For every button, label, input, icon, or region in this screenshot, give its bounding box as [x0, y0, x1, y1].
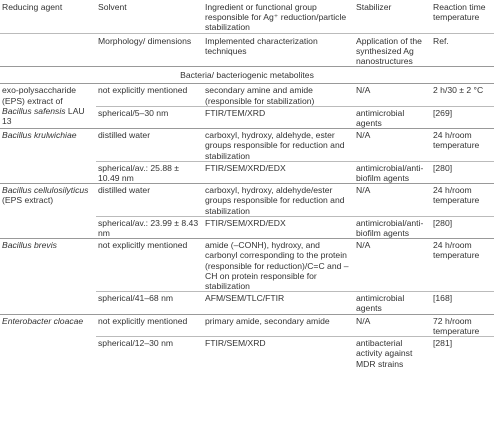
header-reducing-agent: Reducing agent: [2, 2, 63, 12]
reaction-cell: 24 h/room temperature: [431, 239, 494, 292]
morphology-cell: spherical/av.: 25.88 ± 10.49 nm: [96, 161, 203, 183]
table-row: [0, 314, 494, 336]
header-solvent: Solvent: [98, 2, 127, 12]
morphology-cell: spherical/av.: 23.99 ± 8.43 nm: [96, 216, 203, 238]
group-title: Bacteria/ bacteriogenic metabolites: [0, 67, 494, 84]
techniques-cell: FTIR/TEM/XRD: [203, 106, 354, 128]
application-cell: antibacterial activity against MDR strains: [354, 337, 431, 369]
group-row: [0, 67, 494, 84]
header-row-1: [0, 0, 494, 33]
ref-cell: [280]: [431, 216, 494, 238]
techniques-cell: FTIR/SEM/XRD/EDX: [203, 216, 354, 238]
reducing-agent-cell: [0, 84, 96, 129]
techniques-cell: FTIR/SEM/XRD: [203, 337, 354, 369]
agent-species: Bacillus krulwichiae: [2, 130, 77, 141]
agent-species: Bacillus brevis: [2, 240, 57, 251]
ingredient-cell: primary amide, secondary amide: [203, 314, 354, 336]
techniques-cell: FTIR/SEM/XRD/EDX: [203, 161, 354, 183]
ref-cell: [168]: [431, 292, 494, 314]
reducing-agent-cell: [0, 184, 96, 239]
morphology-cell: spherical/41–68 nm: [96, 292, 203, 314]
stabilizer-cell: N/A: [354, 314, 431, 336]
header-techniques: Implemented characterization techniques: [203, 33, 354, 67]
solvent-cell: distilled water: [96, 184, 203, 217]
ref-cell: [269]: [431, 106, 494, 128]
morphology-cell: spherical/5–30 nm: [96, 106, 203, 128]
ingredient-cell: amide (–CONH), hydroxy, and carbonyl corresponding to the protein (responsible for reduction)/C=C and –CH on protein responsible for stabilization: [203, 239, 354, 292]
application-cell: antimicrobial/anti-biofilm agents: [354, 216, 431, 238]
header-stabilizer: Stabilizer: [356, 2, 392, 12]
header-application: Application of the synthesized Ag nanostructures: [354, 33, 431, 67]
reaction-cell: 24 h/room temperature: [431, 184, 494, 217]
morphology-cell: spherical/12–30 nm: [96, 337, 203, 369]
agent-species: Bacillus safensis: [2, 105, 66, 116]
application-cell: antimicrobial agents: [354, 292, 431, 314]
table-row: [0, 84, 494, 106]
header-blank: [0, 33, 96, 67]
header-morphology: Morphology/ dimensions: [96, 33, 203, 67]
solvent-cell: not explicitly mentioned: [96, 239, 203, 292]
table-row: [0, 239, 494, 292]
reaction-cell: 24 h/room temperature: [431, 129, 494, 162]
reducing-agent-cell: [0, 314, 96, 369]
ingredient-cell: carboxyl, hydroxy, aldehyde/ester groups responsible for reduction and stabilization: [203, 184, 354, 217]
application-cell: antimicrobial agents: [354, 106, 431, 128]
stabilizer-cell: N/A: [354, 239, 431, 292]
techniques-cell: AFM/SEM/TLC/FTIR: [203, 292, 354, 314]
stabilizer-cell: N/A: [354, 84, 431, 106]
header-reaction-time: Reaction time temperature: [433, 2, 486, 23]
reaction-cell: 2 h/30 ± 2 °C: [431, 84, 494, 106]
reaction-cell: 72 h/room temperature: [431, 314, 494, 336]
header-ref: Ref.: [431, 33, 494, 67]
ingredient-cell: secondary amine and amide (responsible for stabilization): [203, 84, 354, 106]
agent-suffix: (EPS extract): [2, 195, 54, 206]
ref-cell: [281]: [431, 337, 494, 369]
table-row: [0, 129, 494, 162]
ingredient-cell: carboxyl, hydroxy, aldehyde, ester groups responsible for reduction and stabilization: [203, 129, 354, 162]
agent-suffix: LAU 13: [2, 105, 85, 127]
stabilizer-cell: N/A: [354, 184, 431, 217]
application-cell: antimicrobial/anti-biofilm agents: [354, 161, 431, 183]
agent-species: Enterobacter cloacae: [2, 315, 84, 326]
reducing-agent-cell: [0, 239, 96, 314]
solvent-cell: not explicitly mentioned: [96, 314, 203, 336]
ref-cell: [280]: [431, 161, 494, 183]
agent-species: Bacillus cellulosilyticus: [2, 185, 89, 196]
header-row-2: [0, 33, 494, 67]
table-row: [0, 184, 494, 217]
solvent-cell: distilled water: [96, 129, 203, 162]
agent-prefix: exo-polysaccharide (EPS) extract of: [2, 85, 77, 106]
solvent-cell: not explicitly mentioned: [96, 84, 203, 106]
reducing-agent-cell: [0, 129, 96, 184]
header-ingredient: Ingredient or functional group responsible for Ag⁺ reduction/particle stabilization: [205, 2, 347, 33]
stabilizer-cell: N/A: [354, 129, 431, 162]
